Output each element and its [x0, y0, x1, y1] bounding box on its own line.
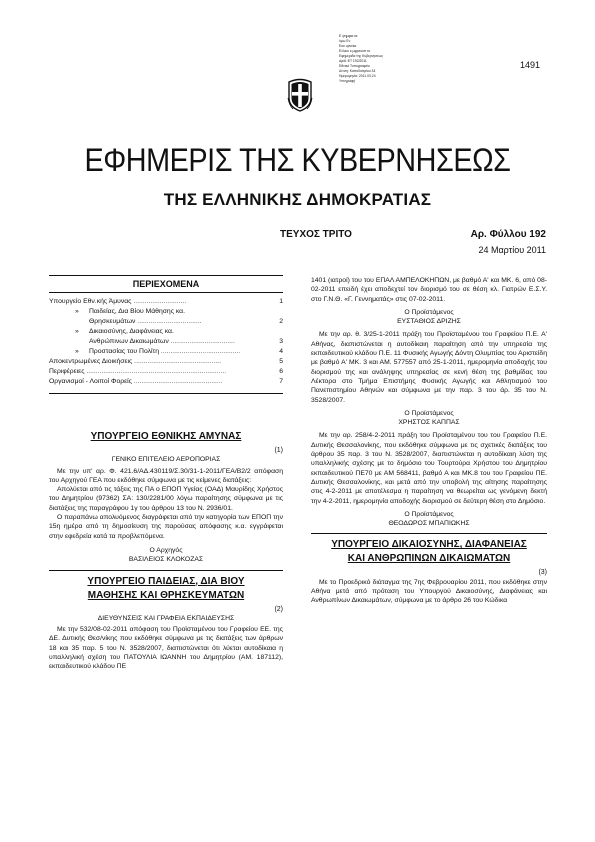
toc-item-page: 4 [279, 348, 283, 356]
toc-bottom-rule [49, 393, 283, 394]
decision-paragraph: Με την 532/08-02-2011 απόφαση του Προϊσταμένου του Γραφείου ΕΕ. της ΔΕ. Δυτικής Θεσ/νίκης που εκδόθηκε σύμφωνα με τις διατάξεις των άρθρων 18 και 35 παρ. 5 του Ν. 3528/2007, διαπιστώνεται ότι λύεται αυτοδίκαια η υπαλληλική σχέση του ΠΑΤΟΥΛΙΑ ΙΩΑΝΝΗ του Δημητρίου (ΑΜ. 187112), εκπαιδευτικού κλάδου ΠΕ [49, 626, 283, 671]
toc-item-label: Υπουργείο Εθν.κής Άμυνας [49, 298, 132, 306]
decision-marker: (1) [274, 447, 283, 454]
greek-coat-of-arms-icon [287, 78, 313, 112]
toc-item-label: Αποκεντρωμένες Διοικήσεις [49, 358, 133, 366]
toc-item[interactable]: Ανθρώπινων Δικαιωμάτων .................................. 3 [89, 338, 283, 346]
toc-item-page: 1 [279, 298, 283, 306]
side-note-line: Αριθ.:ΕΤ 192/2011 [339, 59, 367, 63]
side-note-line: Ελλικο κ μφρευοπ το [339, 49, 371, 53]
toc-item-label: Θρησκευμάτων [89, 318, 136, 326]
signatory-name: ΕΥΣΤΑΘΙΟΣ ΔΡΙΖΗΣ [397, 318, 461, 326]
side-note-line: Εθνικό Τυπογραφείο [339, 64, 370, 68]
section-divider [311, 533, 547, 534]
decision-paragraph: Με την υπ' αρ. Φ. 421.6/ΑΔ.430119/Σ.30/31-1-2011/ΓΕΑ/Β2/2 απόφαση του Αρχηγού ΓΕΑ που εκδόθηκε σύμφωνα με τις κείμενες διατάξεις: [49, 467, 283, 484]
toc-heading: ΠΕΡΙΕΧΟΜΕΝΑ [132, 279, 200, 289]
decision-paragraph: 1401 (ιατροί) του του ΕΠΑΛ ΑΜΠΕΛΟΚΗΠΩΝ, με βαθμό Α' και ΜΚ. 6, από 08-02-2011 επειδή έχει αποδεχτεί τον διορισμό του σε θέση κλ. Γιατρών Ε.Σ.Υ. στο Γ.Ν.Θ. «Γ. Γεννηματάς» στις 07-02-2011. [311, 277, 547, 303]
authority-subheading: ΓΕΝΙΚΟ ΕΠΙΤΕΛΕΙΟ ΑΕΡΟΠΟΡΙΑΣ [111, 456, 221, 464]
toc-item-label: Δικαιοσύνης, Διαφάνειας κα. [89, 328, 174, 336]
toc-item[interactable]: Θρησκευμάτων .................................. 2 [89, 318, 283, 326]
side-note-line: ύμω Εν [339, 39, 351, 43]
toc-item-label: Παιδείας, Δια Βίου Μάθησης κα. [89, 308, 185, 316]
side-note-line: Υπογραφή [339, 79, 356, 83]
toc-item-page: 2 [279, 318, 283, 326]
toc-item-page: 3 [279, 338, 283, 346]
ministry-heading-line: ΥΠΟΥΡΓΕΙΟ ΠΑΙΔΕΙΑΣ, ΔΙΑ ΒΙΟΥ [87, 575, 245, 587]
side-note-line: Ευκ υρνέκα [339, 44, 357, 48]
decision-paragraph: Με την αρ. θ. 3/25-1-2011 πράξη του Προϊσταμένου του Γραφείου Π.Ε. Α' Αθήνας, διαπιστώνεται η αυτοδίκαιη παραίτηση από την υπηρεσία της εκπαιδευτικού κλάδου Π.Ε. 11 Φυσικής Αγωγής Δόντη Ολυμπίας του Αριστείδη με βαθμό Α' ΜΚ. 3 και ΑΜ. 577557 από 25-1-2011, ημερομηνία αποδοχής του διορισμού της και ανάληψης υπηρεσίας σε κενή θέση της βαθμίδας του Λέκτορα στο Τμήμα Επιστήμης Φυσικής Αγωγής και Αθλητισμού του Πανεπιστημίου Αθηνών και σύμφωνα με την παρ. 3 του άρ. 35 του Ν. 3528/2007. [311, 331, 547, 404]
side-note-line: Δ/νση: Καποδιστρίου 34 [339, 69, 376, 73]
decision-paragraph: Απολύεται από τις τάξεις της ΠΑ ο ΕΠΟΠ Υγείας (ΟΑΔ) Μαυρίδης Χρήστος του Δημητρίου (97362) ΣΑ: 130/2281/00 λόγω παραίτησης σύμφωνα με τις διατάξεις της παραγράφου 1γ του άρθρου 13 του Ν. 2936/01. [49, 486, 283, 512]
signatory-name: ΧΡΗΣΤΟΣ ΚΑΠΠΑΣ [398, 419, 460, 427]
ministry-heading [49, 575, 283, 603]
issue-series: ΤΕΥΧΟΣ ΤΡΙΤΟ [280, 229, 352, 240]
gazette-subtitle: ΤΗΣ ΕΛΛΗΝΙΚΗΣ ΔΗΜΟΚΡΑΤΙΑΣ [163, 190, 432, 209]
toc-top-rule [49, 275, 283, 276]
signatory-name: ΘΕΟΔΩΡΟΣ ΜΠΑΠΙΩΚΗΣ [388, 520, 470, 528]
toc-item[interactable]: » Δικαιοσύνης, Διαφάνειας κα. [75, 328, 174, 336]
issue-date: 24 Μαρτίου 2011 [478, 245, 546, 255]
signatory-title: Ο Προϊστάμενος [404, 308, 454, 316]
decision-marker: (3) [538, 569, 547, 577]
toc-item[interactable]: Περιφέρειες .......................................................................... 6 [49, 368, 283, 376]
toc-item-label: Περιφέρειες [49, 368, 85, 376]
toc-item-label: Προστασίας του Πολίτη [89, 348, 159, 356]
left-column [49, 430, 283, 672]
toc-item[interactable]: Οργανισμοί - Λοιποί Φορείς ............................................... 7 [49, 378, 283, 386]
decision-paragraph: Με την αρ. 258/4-2-2011 πράξη του Προϊσταμένου του του Γραφείου Π.Ε. Δυτικής Θεσσαλονίκης, που εκδόθηκε σύμφωνα με τις σχετικές διατάξεις του άρθρου 35 παρ. 3 του Ν. 3528/2007, διαπιστώνεται η αυτοδίκαιη λύση της υπαλληλικής σχέσης με το δημόσιο του Τουρτούρα Χρήστου του Δημητρίου εκπαιδευτικού ΠΕ70 με ΑΜ 568411, βαθμό Α και ΜΚ.8 του του Γραφείου ΠΕ. Δυτικής Θεσσαλονίκης, και μετά από την υποβολή της αίτησης παραίτησης στις 4-2-2011 με αποτέλεσμα η παραίτηση να θεωρείται ως γενόμενη δεκτή την 4-2-2011, ημερομηνία αποδοχής διορισμού σε δεύτερη θέση στο Δημόσιο. [311, 432, 547, 505]
page-number: 1491 [519, 60, 540, 70]
decision-paragraph: Με το Προεδρικό διάταγμα της 7ης Φεβρουαρίου 2011, που εκδόθηκε στην Αθήνα μετά από πρόταση του Υπουργού Δικαιοσύνης, Διαφάνειας και Ανθρωπίνων Δικαιωμάτων, σύμφωνα με το άρθρο 26 του Κώδικα [311, 578, 547, 605]
ministry-heading-line: ΥΠΟΥΡΓΕΙΟ ΔΙΚΑΙΟΣΥΝΗΣ, ΔΙΑΦΑΝΕΙΑΣ [331, 539, 527, 551]
signatory-title: Ο Αρχηγός [149, 546, 183, 554]
side-note-line: Ε ψημφια κε [339, 34, 358, 38]
toc-item[interactable]: » Παιδείας, Δια Βίου Μάθησης κα. [75, 308, 185, 316]
toc-item-page: 6 [279, 368, 283, 376]
right-column [311, 276, 547, 606]
toc-item[interactable]: » Προστασίας του Πολίτη .......................................... 4 [75, 348, 283, 356]
decision-paragraph: Ο παραπάνω απολυόμενος διαγράφεται από την κατηγορία των ΕΠΟΠ την 15η ημέρα από τη δημοσίευση της παρούσας απόφασης κ.α. εγγράφεται στην εφεδρεία κατά τα προβλεπόμενα. [49, 514, 283, 540]
toc-item-label: Οργανισμοί - Λοιποί Φορείς [49, 378, 132, 386]
side-note-line: Ημερομηνία: 2011.03.24 [339, 74, 376, 78]
side-note-line: Εφημεριδα της Κυβερνησεως [339, 54, 384, 58]
ministry-heading-line: ΜΑΘΗΣΗΣ ΚΑΙ ΘΡΗΣΚΕΥΜΑΤΩΝ [87, 589, 245, 601]
ministry-heading: ΥΠΟΥΡΓΕΙΟ ΕΘΝΙΚΗΣ ΑΜΥΝΑΣ [90, 431, 242, 442]
toc-item[interactable]: Αποκεντρωμένες Διοικήσεις .............................................. 5 [49, 358, 283, 366]
digital-signature-note [339, 34, 459, 84]
signatory-title: Ο Προϊστάμενος [404, 409, 454, 417]
toc-item-page: 7 [279, 378, 283, 386]
ministry-heading [311, 538, 547, 566]
section-divider [49, 570, 283, 571]
authority-subheading: ΔΙΕΥΘΥΝΣΕΙΣ ΚΑΙ ΓΡΑΦΕΙΑ ΕΚΠΑΙΔΕΥΣΗΣ [97, 614, 235, 622]
signatory-name: ΒΑΣΙΛΕΙΟΣ ΚΛΟΚΟΖΑΣ [128, 556, 204, 564]
toc-head-rule [49, 292, 283, 293]
toc-item-label: Ανθρώπινων Δικαιωμάτων [89, 338, 169, 346]
signatory-title: Ο Προϊστάμενος [404, 510, 454, 518]
issue-number: Αρ. Φύλλου 192 [470, 229, 546, 240]
gazette-title: ΕΦΗΜΕΡΙΣ ΤΗΣ ΚΥΒΕΡΝΗΣΕΩΣ [84, 142, 511, 178]
ministry-heading-line: ΚΑΙ ΑΝΘΡΩΠΙΝΩΝ ΔΙΚΑΙΩΜΑΤΩΝ [347, 553, 511, 565]
table-of-contents [49, 275, 283, 394]
decision-marker: (2) [274, 605, 283, 613]
toc-item-page: 5 [279, 358, 283, 366]
toc-item[interactable]: Υπουργείο Εθν.κής Άμυνας ............................ 1 [49, 298, 283, 306]
